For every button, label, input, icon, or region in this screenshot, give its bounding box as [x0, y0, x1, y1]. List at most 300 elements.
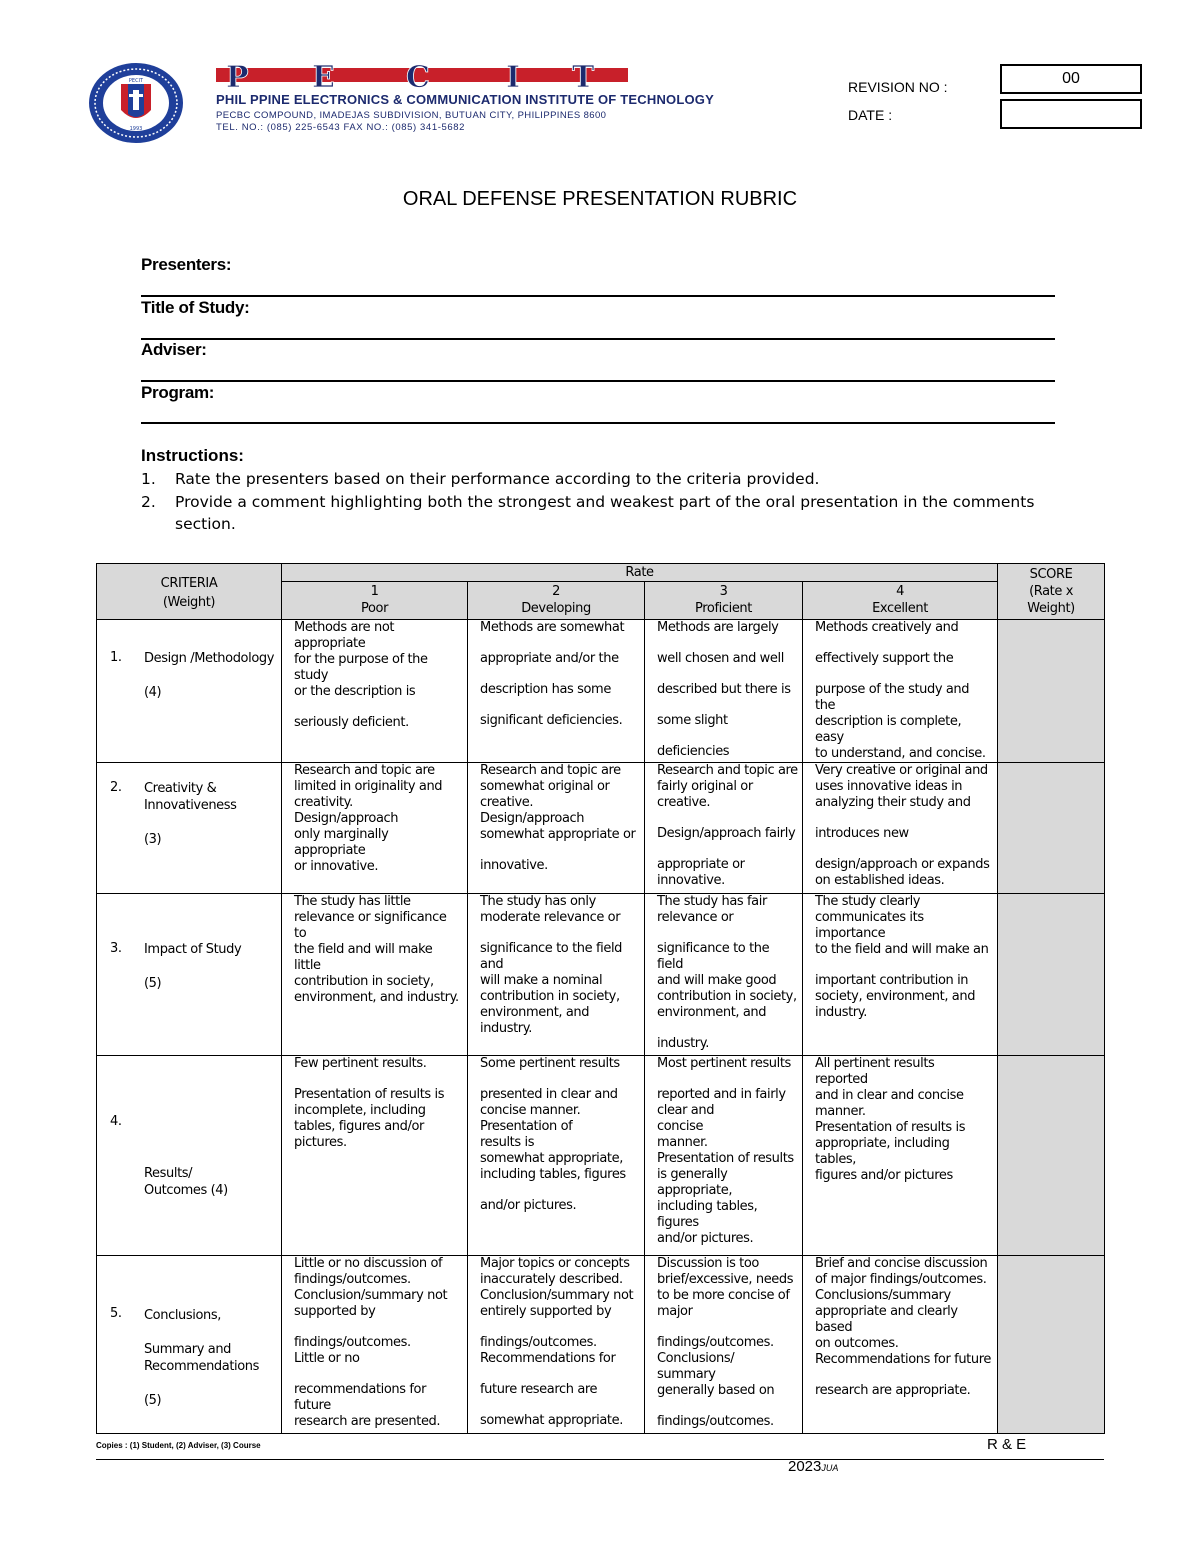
criterion-line: Design /Methodology [144, 651, 275, 666]
criterion-row [97, 1256, 1105, 1434]
descriptor-line: on established ideas. [815, 873, 945, 888]
descriptor-line: Research and topic are [294, 763, 435, 778]
criterion-line: Impact of Study [144, 942, 242, 957]
descriptor-line [657, 1399, 802, 1414]
instruction-number: 1. [141, 470, 156, 488]
descriptor-line: uses innovative ideas in [815, 779, 963, 794]
criterion-line [144, 667, 279, 684]
descriptor-cell-level-2 [468, 1056, 645, 1256]
criterion-cell [97, 894, 282, 1056]
descriptor-line [480, 1367, 644, 1382]
criterion-line [144, 1131, 279, 1148]
descriptor-line: Conclusions/ [657, 1351, 735, 1366]
descriptor-line: and/or pictures. [480, 1198, 577, 1213]
criterion-line: (5) [144, 976, 162, 991]
seal-logo-year: 1993 [129, 126, 143, 132]
descriptor-line: All pertinent results [815, 1056, 935, 1071]
descriptor-line: pictures. [294, 1135, 347, 1150]
descriptor-line: seriously deficient. [294, 715, 409, 730]
criterion-row [97, 620, 1105, 763]
descriptor-line: Little or no [294, 1351, 360, 1366]
descriptor-line: Major topics or concepts [480, 1256, 630, 1271]
descriptor-line: Conclusion/summary not [480, 1288, 634, 1303]
descriptor-line: appropriate [294, 843, 366, 858]
descriptor-line: significant deficiencies. [480, 713, 623, 728]
level-label: Proficient [695, 601, 752, 616]
descriptor-line: supported by [294, 1304, 376, 1319]
criterion-line: Results/ [144, 1166, 193, 1181]
institute-address: PECBC COMPOUND, IMADEJAS SUBDIVISION, BUTUAN CITY, PHILIPPINES 8600 [216, 110, 607, 121]
instruction-number: 2. [141, 493, 156, 511]
descriptor-line [480, 1320, 644, 1335]
descriptor-line: findings/outcomes. [480, 1335, 597, 1350]
criterion-line [144, 814, 279, 831]
score-header: SCORE [1029, 567, 1073, 582]
descriptor-line: the [815, 698, 836, 713]
descriptor-line: based [815, 1320, 853, 1335]
descriptor-line: moderate relevance or [480, 910, 621, 925]
descriptor-line: and [480, 957, 504, 972]
score-input-cell[interactable] [998, 620, 1105, 763]
criterion-line: Conclusions, [144, 1308, 221, 1323]
descriptor-line: well chosen and well [657, 651, 784, 666]
score-header-cell [998, 564, 1105, 620]
descriptor-line: summary [657, 1367, 716, 1382]
descriptor-line: figures [657, 1215, 699, 1230]
descriptor-line: creativity. [294, 795, 353, 810]
criterion-number: 5. [110, 1306, 122, 1321]
descriptor-line [294, 1072, 467, 1087]
descriptor-line: Recommendations for [480, 1351, 616, 1366]
descriptor-line [294, 1320, 467, 1335]
descriptor-line: environment, and [480, 1005, 590, 1020]
rubric-table [96, 563, 1105, 1434]
descriptor-line [815, 958, 997, 973]
criterion-number: 4. [110, 1114, 122, 1129]
criterion-cell [97, 1056, 282, 1256]
descriptor-line: and/or pictures. [657, 1231, 754, 1246]
descriptor-line: deficiencies [657, 744, 730, 759]
footer-divider [96, 1459, 1104, 1460]
institute-name: PHIL PPINE ELECTRONICS & COMMUNICATION INSTITUTE OF TECHNOLOGY [216, 92, 714, 107]
descriptor-line: industry. [657, 1036, 709, 1051]
descriptor-line: brief/excessive, needs [657, 1272, 794, 1287]
criterion-number: 1. [110, 650, 122, 665]
descriptor-line: concise [657, 1119, 704, 1134]
descriptor-line: manner. [657, 1135, 708, 1150]
descriptor-line: Conclusions/summary [815, 1288, 951, 1303]
descriptor-line: purpose of the study and [815, 682, 970, 697]
descriptor-line: effectively support the [815, 651, 954, 666]
criterion-label [144, 1114, 279, 1199]
descriptor-line: Presentation of results is [815, 1120, 966, 1135]
descriptor-cell-level-3 [645, 1256, 803, 1434]
descriptor-line [480, 636, 644, 651]
descriptor-line: society, environment, and [815, 989, 976, 1004]
criterion-line: Outcomes (4) [144, 1183, 228, 1198]
descriptor-line: reported [815, 1072, 868, 1087]
brand-letter-i: I [506, 60, 521, 90]
descriptor-line: Recommendations for future [815, 1352, 991, 1367]
descriptor-cell-level-2 [468, 1256, 645, 1434]
descriptor-line: to [294, 926, 307, 941]
criterion-line [144, 1324, 279, 1341]
descriptor-line: Very creative or original and [815, 763, 988, 778]
descriptor-line: entirely supported by [480, 1304, 612, 1319]
descriptor-line: somewhat appropriate or [480, 827, 636, 842]
adviser-label: Adviser: [141, 340, 207, 359]
descriptor-line: introduces new [815, 826, 909, 841]
descriptor-line: contribution in society, [294, 974, 434, 989]
level-header [645, 582, 803, 620]
descriptor-line: recommendations for [294, 1382, 427, 1397]
descriptor-line: field [657, 957, 684, 972]
descriptor-cell-level-1 [282, 1056, 468, 1256]
descriptor-line [294, 700, 467, 715]
descriptor-line: Methods are not [294, 620, 395, 635]
copies-note: Copies : (1) Student, (2) Adviser, (3) Course [96, 1441, 261, 1450]
instruction-item [141, 491, 1071, 535]
descriptor-line: industry. [815, 1005, 867, 1020]
descriptor-line: importance [815, 926, 886, 941]
criterion-line: Innovativeness [144, 798, 237, 813]
year-value: 2023 [788, 1458, 822, 1475]
descriptor-line: or the description is [294, 684, 416, 699]
criteria-header: CRITERIA [160, 576, 218, 591]
descriptor-line: study [294, 668, 329, 683]
descriptor-line: Presentation of [480, 1119, 573, 1134]
descriptor-cell-level-4 [803, 1056, 998, 1256]
descriptor-cell-level-3 [645, 620, 803, 763]
descriptor-line: creative. [480, 795, 534, 810]
descriptor-line [657, 926, 802, 941]
descriptor-line [657, 1072, 802, 1087]
level-header [803, 582, 998, 620]
descriptor-line: somewhat original or [480, 779, 610, 794]
criterion-number: 3. [110, 941, 122, 956]
program-line [141, 422, 1055, 424]
descriptor-line: findings/outcomes. [294, 1272, 411, 1287]
criterion-line: (3) [144, 832, 162, 847]
descriptor-line: and will make good [657, 973, 777, 988]
descriptor-line: Design/approach [294, 811, 399, 826]
descriptor-line: generally based on [657, 1383, 775, 1398]
descriptor-line: findings/outcomes. [657, 1414, 774, 1429]
descriptor-line [657, 698, 802, 713]
descriptor-line: significance to the [657, 941, 770, 956]
descriptor-cell-level-3 [645, 894, 803, 1056]
descriptor-line [294, 1367, 467, 1382]
descriptor-line: design/approach or expands [815, 857, 990, 872]
descriptor-line: environment, and industry. [294, 990, 459, 1005]
instruction-item [141, 468, 1071, 490]
descriptor-line: for the purpose of the [294, 652, 428, 667]
level-header [282, 582, 468, 620]
descriptor-line [480, 1398, 644, 1413]
descriptor-line: little [294, 958, 321, 973]
descriptor-cell-level-4 [803, 894, 998, 1056]
revision-label: REVISION NO : [848, 79, 948, 95]
instructions-title: Instructions: [141, 446, 244, 465]
document-title: ORAL DEFENSE PRESENTATION RUBRIC [402, 188, 798, 210]
criterion-line [144, 1114, 279, 1131]
descriptor-line: Design/approach [480, 811, 585, 826]
criterion-row [97, 763, 1105, 894]
descriptor-line: The study has little [294, 894, 411, 909]
descriptor-line: Little or no discussion of [294, 1256, 443, 1271]
level-label: Excellent [872, 601, 928, 616]
descriptor-line: The study has only [480, 894, 596, 909]
office-code: R & E [987, 1436, 1027, 1453]
descriptor-line [480, 667, 644, 682]
descriptor-line: on outcomes. [815, 1336, 899, 1351]
criterion-line [144, 1148, 279, 1165]
descriptor-line [657, 811, 802, 826]
descriptor-line: fairly original or [657, 779, 753, 794]
descriptor-line: Conclusion/summary not [294, 1288, 448, 1303]
descriptor-line: including tables, figures [480, 1167, 626, 1182]
descriptor-line: appropriate [294, 636, 366, 651]
descriptor-line [657, 729, 802, 744]
descriptor-line: industry. [480, 1021, 532, 1036]
level-number: 1 [370, 584, 379, 599]
presenters-line [141, 295, 1055, 297]
level-number: 4 [896, 584, 904, 599]
descriptor-cell-level-2 [468, 763, 645, 894]
descriptor-line: Presentation of results [657, 1151, 794, 1166]
descriptor-line: somewhat appropriate, [480, 1151, 623, 1166]
descriptor-line: will make a nominal [480, 973, 603, 988]
descriptor-line [657, 1320, 802, 1335]
descriptor-line [480, 1183, 644, 1198]
descriptor-line: The study has fair [657, 894, 767, 909]
criterion-number: 2. [110, 780, 122, 795]
instruction-text: Rate the presenters based on their performance according to the criteria provided. [175, 470, 820, 488]
seal-logo-text: PECIT [128, 78, 144, 84]
descriptor-line: described but there is [657, 682, 791, 697]
descriptor-line: Research and topic are [657, 763, 798, 778]
level-header [468, 582, 645, 620]
score-header-sub: (Rate x [1029, 584, 1073, 599]
descriptor-line: manner. [815, 1104, 866, 1119]
criterion-row [97, 1056, 1105, 1256]
descriptor-line: relevance or [657, 910, 734, 925]
descriptor-line: The study clearly [815, 894, 921, 909]
descriptor-line: appropriate, including [815, 1136, 950, 1151]
descriptor-line: research are presented. [294, 1414, 441, 1429]
descriptor-line: communicates its [815, 910, 924, 925]
descriptor-line: appropriate and/or the [480, 651, 619, 666]
criterion-cell [97, 620, 282, 763]
descriptor-line: to be more concise of [657, 1288, 790, 1303]
descriptor-line: Discussion is too [657, 1256, 759, 1271]
descriptor-line: future research are [480, 1382, 598, 1397]
descriptor-line: findings/outcomes. [657, 1335, 774, 1350]
criterion-row [97, 894, 1105, 1056]
criterion-line: Summary and [144, 1342, 232, 1357]
criterion-line [144, 1273, 279, 1290]
descriptor-line [480, 698, 644, 713]
date-label: DATE : [848, 107, 893, 123]
criterion-cell [97, 1256, 282, 1434]
descriptor-line: Methods are largely [657, 620, 779, 635]
descriptor-line: incomplete, including [294, 1103, 426, 1118]
descriptor-line: Research and topic are [480, 763, 621, 778]
descriptor-cell-level-3 [645, 1056, 803, 1256]
descriptor-cell-level-2 [468, 894, 645, 1056]
descriptor-line [480, 926, 644, 941]
criterion-line: Creativity & [144, 781, 217, 796]
year-suffix: JUA [821, 1463, 839, 1473]
descriptor-cell-level-1 [282, 763, 468, 894]
descriptor-cell-level-3 [645, 763, 803, 894]
weight-header: (Weight) [162, 595, 216, 610]
descriptor-line: concise manner. [480, 1103, 581, 1118]
brand-letter-e: E [312, 60, 335, 90]
table-header-row [97, 564, 1105, 582]
criterion-line [144, 958, 279, 975]
descriptor-cell-level-4 [803, 1256, 998, 1434]
institute-seal-logo [88, 62, 184, 144]
descriptor-line: Brief and concise discussion [815, 1256, 988, 1271]
revision-value-box: 00 [1000, 64, 1142, 94]
descriptor-line: to understand, and concise. [815, 746, 986, 761]
level-label: Developing [521, 601, 591, 616]
descriptor-line: environment, and [657, 1005, 767, 1020]
descriptor-line [657, 1021, 802, 1036]
title-of-study-line [141, 338, 1055, 340]
descriptor-line: of major findings/outcomes. [815, 1272, 987, 1287]
score-input-cell[interactable] [998, 1056, 1105, 1256]
descriptor-line: Most pertinent results [657, 1056, 791, 1071]
descriptor-line: relevance or significance [294, 910, 447, 925]
descriptor-line: contribution in society, [657, 989, 797, 1004]
descriptor-line: somewhat appropriate. [480, 1413, 623, 1428]
program-label: Program: [141, 383, 215, 402]
criterion-line [144, 1290, 279, 1307]
descriptor-line: only marginally [294, 827, 389, 842]
descriptor-line: innovative. [480, 858, 548, 873]
descriptor-line: some slight [657, 713, 728, 728]
descriptor-cell-level-4 [803, 620, 998, 763]
descriptor-line: presented in clear and [480, 1087, 618, 1102]
descriptor-cell-level-1 [282, 1256, 468, 1434]
descriptor-cell-level-2 [468, 620, 645, 763]
descriptor-line: description has some [480, 682, 611, 697]
brand-letter-c: C [406, 60, 430, 90]
descriptor-line [657, 636, 802, 651]
descriptor-line: significance to the field [480, 941, 623, 956]
descriptor-line: Methods are somewhat [480, 620, 625, 635]
criterion-line: (4) [144, 685, 162, 700]
level-number: 3 [719, 584, 728, 599]
institute-contact: TEL. NO.: (085) 225-6543 FAX NO.: (085) 341-5682 [216, 122, 465, 133]
score-input-cell[interactable] [998, 763, 1105, 894]
descriptor-line: reported and in fairly [657, 1087, 786, 1102]
score-input-cell[interactable] [998, 894, 1105, 1056]
descriptor-line [815, 636, 997, 651]
descriptor-line [815, 811, 997, 826]
criterion-line: Recommendations [144, 1359, 260, 1374]
criterion-label [144, 1256, 279, 1409]
descriptor-line: Presentation of results is [294, 1087, 445, 1102]
descriptor-line: or innovative. [294, 859, 379, 874]
descriptor-line: description is complete, [815, 714, 962, 729]
descriptor-line [815, 1368, 997, 1383]
criterion-line: (5) [144, 1393, 162, 1408]
footer-year [788, 1458, 838, 1475]
descriptor-line: Design/approach fairly [657, 826, 796, 841]
score-input-cell[interactable] [998, 1256, 1105, 1434]
descriptor-line: findings/outcomes. [294, 1335, 411, 1350]
brand-letter-p: P [226, 60, 249, 90]
rate-header: Rate [282, 564, 998, 582]
brand-letter-t: T [572, 60, 595, 90]
descriptor-line: the field and will make [294, 942, 433, 957]
criterion-line [144, 1375, 279, 1392]
descriptor-line: including tables, [657, 1199, 758, 1214]
descriptor-line [657, 667, 802, 682]
descriptor-line [480, 843, 644, 858]
presenters-label: Presenters: [141, 255, 232, 274]
descriptor-line: clear and [657, 1103, 715, 1118]
descriptor-line: limited in originality and [294, 779, 443, 794]
descriptor-line [815, 842, 997, 857]
brand-letters [216, 60, 628, 90]
descriptor-cell-level-1 [282, 620, 468, 763]
descriptor-line: Few pertinent results. [294, 1056, 427, 1071]
descriptor-line: figures and/or pictures [815, 1168, 953, 1183]
criterion-cell [97, 763, 282, 894]
criterion-line [144, 1256, 279, 1273]
descriptor-line: analyzing their study and [815, 795, 971, 810]
title-of-study-label: Title of Study: [141, 298, 250, 317]
descriptor-line: tables, [815, 1152, 857, 1167]
descriptor-line: is generally [657, 1167, 728, 1182]
descriptor-line: important contribution in [815, 973, 969, 988]
descriptor-line [657, 842, 802, 857]
descriptor-line: appropriate or [657, 857, 745, 872]
descriptor-line: inaccurately described. [480, 1272, 623, 1287]
descriptor-line: Some pertinent results [480, 1056, 620, 1071]
descriptor-line: to the field and will make an [815, 942, 989, 957]
criteria-header-cell [97, 564, 282, 620]
descriptor-line: and in clear and concise [815, 1088, 964, 1103]
descriptor-line: research are appropriate. [815, 1383, 971, 1398]
score-header-sub: Weight) [1027, 601, 1075, 616]
date-value-box [1000, 99, 1142, 129]
descriptor-line: appropriate, [657, 1183, 733, 1198]
criterion-label [144, 941, 279, 992]
descriptor-line: creative. [657, 795, 711, 810]
descriptor-line: Methods creatively and [815, 620, 959, 635]
descriptor-line: results is [480, 1135, 535, 1150]
descriptor-cell-level-4 [803, 763, 998, 894]
descriptor-line: tables, figures and/or [294, 1119, 424, 1134]
criterion-label [144, 780, 279, 848]
descriptor-line [815, 667, 997, 682]
level-number: 2 [552, 584, 560, 599]
descriptor-line: future [294, 1398, 331, 1413]
descriptor-line: easy [815, 730, 844, 745]
descriptor-cell-level-1 [282, 894, 468, 1056]
descriptor-line: innovative. [657, 873, 725, 888]
descriptor-line: contribution in society, [480, 989, 620, 1004]
criterion-label [144, 650, 279, 701]
descriptor-line: major [657, 1304, 693, 1319]
adviser-line [141, 380, 1055, 382]
descriptor-line: appropriate and clearly [815, 1304, 958, 1319]
